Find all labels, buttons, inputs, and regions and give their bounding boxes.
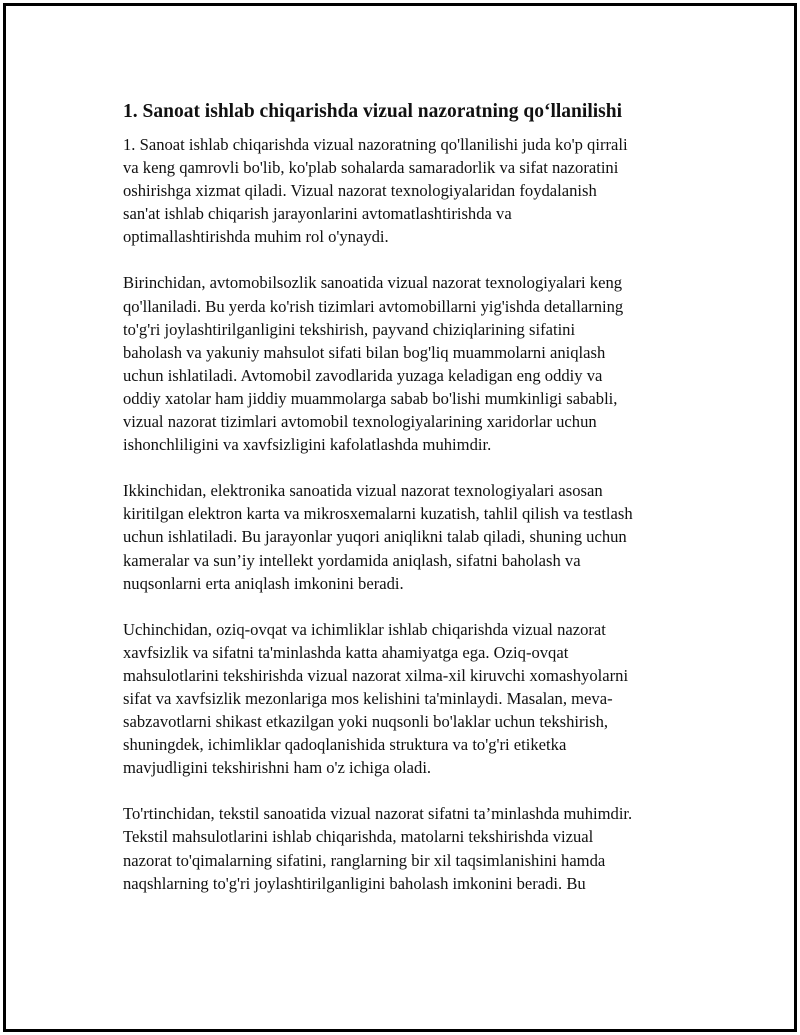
text-line: To'rtinchidan, tekstil sanoatida vizual nazorat sifatni ta’minlashda muhimdir.	[123, 804, 633, 824]
text-line: sabzavotlarni shikast etkazilgan yoki nuqsonli bo'laklar uchun tekshirish,	[123, 712, 609, 732]
text-line: 1. Sanoat ishlab chiqarishda vizual nazoratning qo'llanilishi juda ko'p qirrali	[123, 135, 628, 154]
text-line: shuningdek, ichimliklar qadoqlanishida struktura va to'g'ri etiketka	[123, 735, 567, 755]
text-line: oshirishga xizmat qiladi. Vizual nazorat texnologiyalaridan foydalanish	[123, 181, 597, 201]
paragraph	[123, 479, 695, 594]
text-line: uchun ishlatiladi. Bu jarayonlar yuqori aniqlikni talab qiladi, shuning uchun	[123, 527, 627, 547]
page-border	[3, 3, 797, 1032]
text-line: mahsulotlarini tekshirishda vizual nazorat xilma-xil kiruvchi xomashyolarni	[123, 665, 629, 685]
paragraph	[123, 271, 695, 456]
text-line: uchun ishlatiladi. Avtomobil zavodlarida yuzaga keladigan eng oddiy va	[123, 365, 603, 385]
paragraph	[123, 133, 695, 248]
text-line: san'at ishlab chiqarish jarayonlarini avtomatlashtirishda va	[123, 204, 512, 224]
paragraph	[123, 618, 695, 780]
text-line: Ikkinchidan, elektronika sanoatida vizual nazorat texnologiyalari asosan	[123, 481, 603, 501]
text-line: ishonchliligini va xavfsizligini kafolatlashda muhimdir.	[123, 435, 492, 455]
text-line: kameralar va sun’iy intellekt yordamida aniqlash, sifatni baholash va	[123, 550, 581, 570]
text-line: vizual nazorat tizimlari avtomobil texnologiyalarining xaridorlar uchun	[123, 412, 597, 432]
document-body	[123, 99, 695, 918]
text-line: nuqsonlarni erta aniqlash imkonini beradi.	[123, 573, 404, 593]
text-line: oddiy xatolar ham jiddiy muammolarga sabab bo'lishi mumkinligi sababli,	[123, 388, 618, 408]
text-line: Birinchidan, avtomobilsozlik sanoatida vizual nazorat texnologiyalari keng	[123, 273, 623, 293]
text-line: mavjudligini tekshirishni ham o'z ichiga oladi.	[123, 758, 432, 778]
text-line: Uchinchidan, oziq-ovqat va ichimliklar ishlab chiqarishda vizual nazorat	[123, 619, 606, 639]
text-line: naqshlarning to'g'ri joylashtirilganligini baholash imkonini beradi. Bu	[123, 873, 586, 893]
paragraph-list	[123, 133, 695, 895]
text-line: Tekstil mahsulotlarini ishlab chiqarishda, matolarni tekshirishda vizual	[123, 827, 594, 847]
text-line: kiritilgan elektron karta va mikrosxemalarni kuzatish, tahlil qilish va testlash	[123, 504, 633, 524]
paragraph	[123, 802, 695, 894]
text-line: xavfsizlik va sifatni ta'minlashda katta ahamiyatga ega. Oziq-ovqat	[123, 642, 569, 662]
section-heading: 1. Sanoat ishlab chiqarishda vizual nazoratning qo‘llanilishi	[123, 101, 623, 122]
text-line: nazorat to'qimalarning sifatini, ranglarning bir xil taqsimlanishini hamda	[123, 850, 606, 870]
text-line: baholash va yakuniy mahsulot sifati bilan bog'liq muammolarni aniqlash	[123, 342, 606, 362]
text-line: optimallashtirishda muhim rol o'ynaydi.	[123, 227, 389, 247]
text-line: va keng qamrovli bo'lib, ko'plab sohalarda samaradorlik va sifat nazoratini	[123, 158, 619, 178]
text-line: qo'llaniladi. Bu yerda ko'rish tizimlari avtomobillarni yig'ishda detallarning	[123, 296, 624, 316]
text-line: sifat va xavfsizlik mezonlariga mos kelishini ta'minlaydi. Masalan, meva-	[123, 688, 613, 708]
text-line: to'g'ri joylashtirilganligini tekshirish, payvand chiziqlarining sifatini	[123, 319, 576, 339]
